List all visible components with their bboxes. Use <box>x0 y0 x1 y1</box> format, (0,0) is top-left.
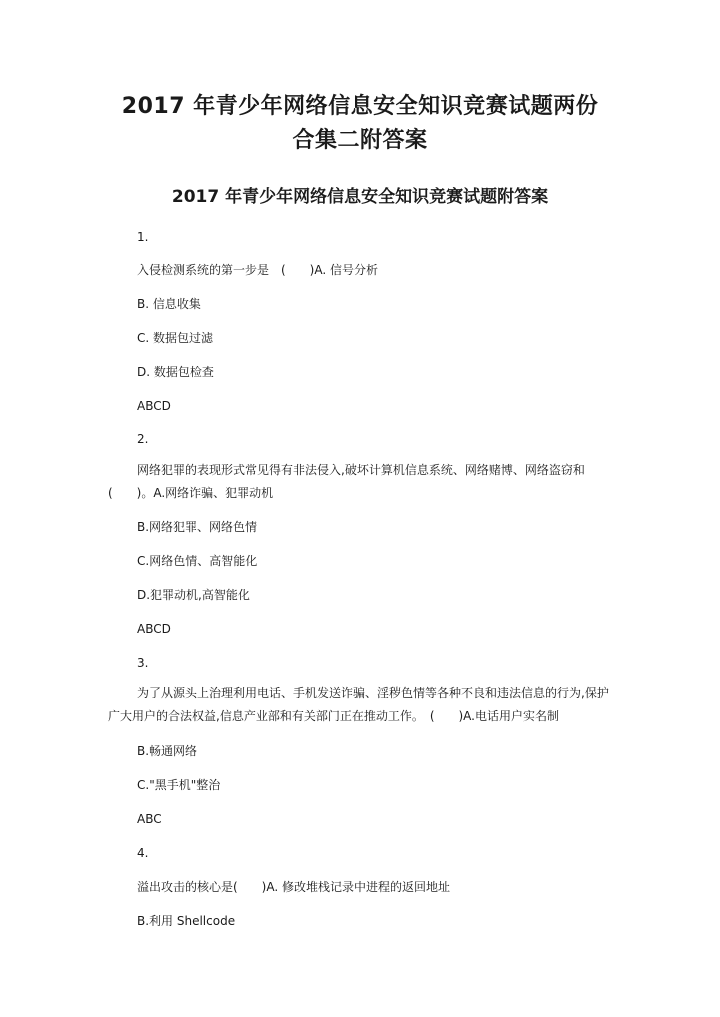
question-stem: 溢出攻击的核心是( )A. 修改堆栈记录中进程的返回地址 <box>137 880 450 894</box>
title-line-1: 2017 年青少年网络信息安全知识竞赛试题两份 <box>121 94 599 119</box>
question-stem: 为了从源头上治理利用电话、手机发送诈骗、淫秽色情等各种不良和违法信息的行为,保护广大用户的合法权益,信息产业部和有关部门正在推动工作。 ( )A.电话用户实名制 <box>108 686 609 723</box>
question-answer: ABCD <box>137 622 171 636</box>
document-subtitle: 2017 年青少年网络信息安全知识竞赛试题附答案 <box>171 187 549 207</box>
question-number: 4. <box>137 846 149 860</box>
question-option: D.犯罪动机,高智能化 <box>137 588 250 602</box>
question-option: D. 数据包检查 <box>137 365 214 379</box>
question-number: 3. <box>137 656 149 670</box>
question-stem: 入侵检测系统的第一步是 ( )A. 信号分析 <box>137 263 378 277</box>
question-option: B. 信息收集 <box>137 297 201 311</box>
question-option: C."黑手机"整治 <box>137 778 221 792</box>
title-line-2: 合集二附答案 <box>292 128 428 153</box>
question-option: C.网络色情、高智能化 <box>137 554 258 568</box>
question-number: 2. <box>137 432 149 446</box>
question-answer: ABC <box>137 812 162 826</box>
question-option: B.利用 Shellcode <box>137 914 236 928</box>
question-option: B.网络犯罪、网络色情 <box>137 520 258 534</box>
question-number: 1. <box>137 230 149 244</box>
document-title <box>60 90 660 158</box>
question-stem: 网络犯罪的表现形式常见得有非法侵入,破坏计算机信息系统、网络赌博、网络盗窃和( )。A.网络诈骗、犯罪动机 <box>108 463 585 500</box>
question-option: B.畅通网络 <box>137 744 198 758</box>
question-option: C. 数据包过滤 <box>137 331 214 345</box>
question-answer: ABCD <box>137 399 171 413</box>
